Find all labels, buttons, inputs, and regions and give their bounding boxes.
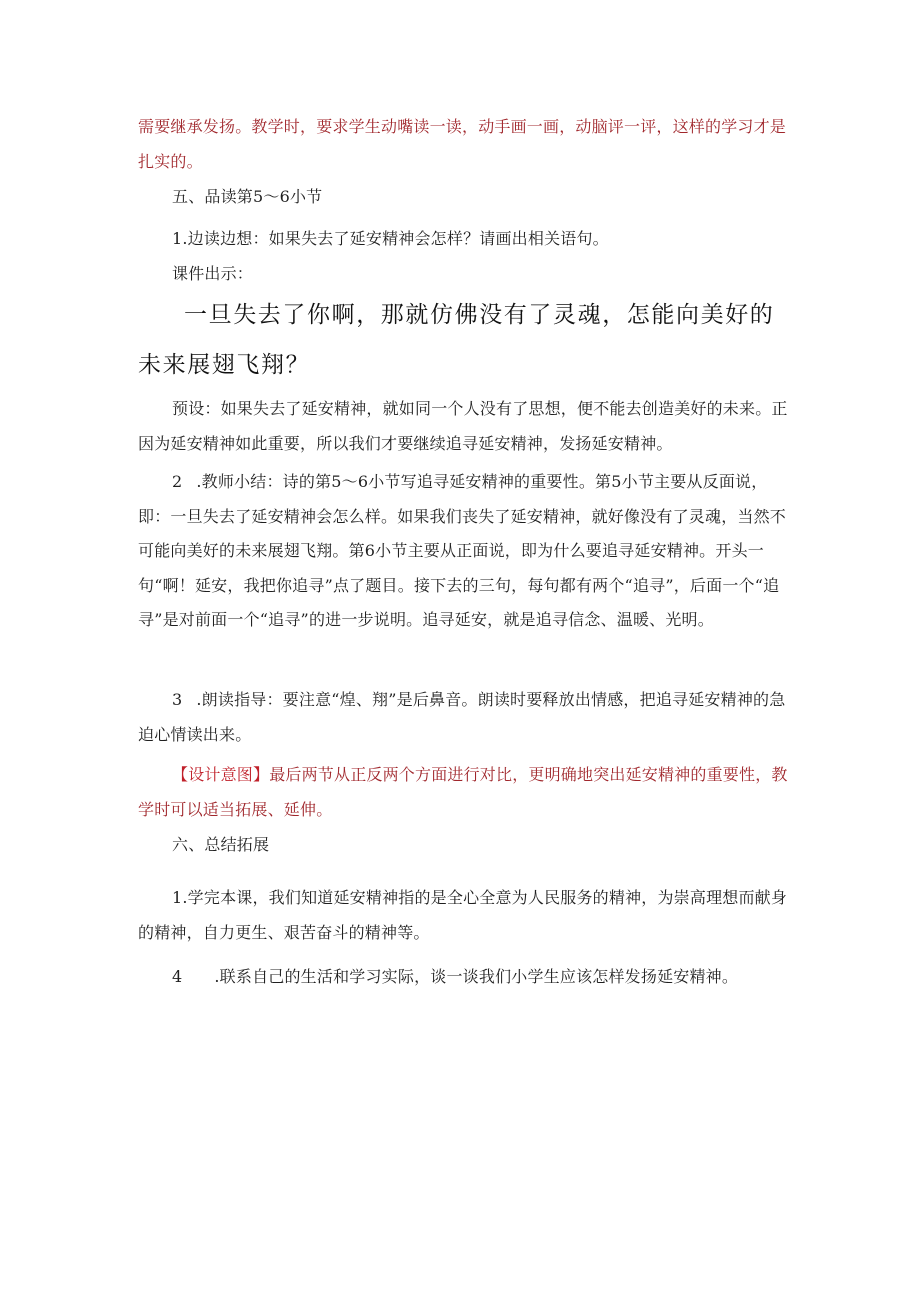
item3-text: .朗读指导：要注意“煌、翔”是后鼻音。朗读时要释放出情感，把追寻延安精神的急迫心情读出来。 [138,690,786,744]
courseware-quote: 一旦失去了你啊，那就仿佛没有了灵魂，怎能向美好的未来展翅飞翔？ [138,302,775,378]
courseware-label: 课件出示： [172,264,254,283]
section5-heading: 五、品读第5～6小节 [172,187,323,206]
section5-item3 [138,683,788,752]
design-intent-text: 最后两节从正反两个方面进行对比，更明确地突出延安精神的重要性，教学时可以适当拓展、延伸。 [138,765,788,819]
preset-paragraph: 预设：如果失去了延安精神，就如同一个人没有了思想，便不能去创造美好的未来。正因为延安精神如此重要，所以我们才要继续追寻延安精神，发扬延安精神。 [138,399,788,453]
item3-number: 3 [172,690,183,709]
section5-item1: 1.边读边想：如果失去了延安精神会怎样？请画出相关语句。 [172,229,609,248]
section6-item1: 1.学完本课，我们知道延安精神指的是全心全意为人民服务的精神，为崇高理想而献身的精神，自力更生、艰苦奋斗的精神等。 [138,888,788,942]
item4-text: .联系自己的生活和学习实际，谈一谈我们小学生应该怎样发扬延安精神。 [214,967,739,986]
item2-text: .教师小结：诗的第5～6小节写追寻延安精神的重要性。第5小节主要从反面说，即：一旦失去了延安精神会怎么样。如果我们丧失了延安精神，就好像没有了灵魂，当然不可能向美好的未来展翅飞翔。第6小节主要从正面说，即为什么要追寻延安精神。开头一句“啊！延安，我把你追寻”点了题目。接下去的三句，每句都有两个“追寻”，后面一个“追寻”是对前面一个“追寻”的进一步说明。追寻延安，就是追寻信念、温暖、光明。 [138,472,787,629]
design-intent-paragraph [138,758,788,827]
section6-item4 [138,960,788,995]
intro-red-paragraph: 需要继承发扬。教学时，要求学生动嘴读一读，动手画一画，动脑评一评，这样的学习才是扎实的。 [138,117,787,171]
design-intent-label: 【设计意图】 [172,765,270,784]
section5-item2 [138,465,788,638]
item4-number: 4 [172,967,183,986]
item2-number: 2 [172,472,183,491]
section6-heading: 六、总结拓展 [172,835,270,854]
